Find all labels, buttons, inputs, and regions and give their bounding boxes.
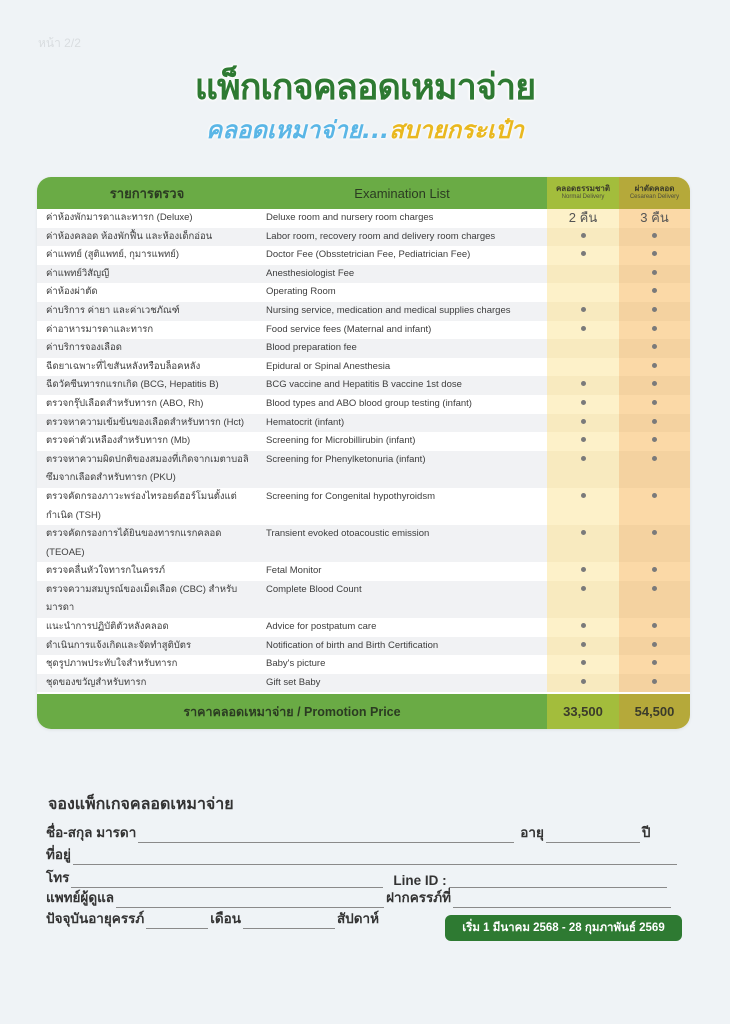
included-dot-icon — [652, 586, 657, 591]
normal-delivery-cell — [547, 637, 619, 656]
normal-delivery-cell — [547, 581, 619, 618]
normal-delivery-cell — [547, 302, 619, 321]
table-row — [37, 321, 690, 340]
included-dot-icon — [652, 623, 657, 628]
item-english: Blood types and ABO blood group testing (infant) — [257, 395, 547, 414]
phone-label: โทร — [46, 870, 70, 885]
included-dot-icon — [652, 381, 657, 386]
normal-delivery-cell — [547, 376, 619, 395]
included-dot-icon — [652, 437, 657, 442]
included-dot-icon — [652, 400, 657, 405]
cesarean-delivery-cell — [619, 618, 690, 637]
item-thai: ฉีดวัคซีนทารกแรกเกิด (BCG, Hepatitis B) — [37, 376, 257, 395]
antenatal-field[interactable] — [453, 894, 671, 908]
item-english: Labor room, recovery room and delivery room charges — [257, 228, 547, 247]
mother-name-label: ชื่อ-สกุล มารดา — [46, 825, 137, 840]
table-header — [37, 177, 690, 209]
normal-delivery-cell — [547, 339, 619, 358]
table-row — [37, 618, 690, 637]
included-dot-icon — [581, 456, 586, 461]
table-row — [37, 339, 690, 358]
header-normal-thai: คลอดธรรมชาติ — [555, 184, 611, 194]
page-title: แพ็กเกจคลอดเหมาจ่าย — [194, 67, 536, 108]
item-thai: ค่าแพทย์ (สูติแพทย์, กุมารแพทย์) — [37, 246, 257, 265]
normal-delivery-cell — [547, 265, 619, 284]
normal-delivery-cell — [547, 358, 619, 377]
normal-delivery-cell — [547, 414, 619, 433]
included-dot-icon — [581, 623, 586, 628]
doctor-field[interactable] — [116, 894, 384, 908]
gestational-month-field[interactable] — [146, 915, 208, 929]
form-row-doctor-antenatal — [46, 886, 673, 908]
included-dot-icon — [581, 493, 586, 498]
normal-delivery-cell — [547, 618, 619, 637]
item-thai: ค่าบริการจองเลือด — [37, 339, 257, 358]
included-dot-icon — [581, 567, 586, 572]
table-row — [37, 376, 690, 395]
table-row — [37, 209, 690, 228]
item-english: Doctor Fee (Obsstetrician Fee, Pediatrician Fee) — [257, 246, 547, 265]
item-thai: ค่าแพทย์วิสัญญี — [37, 265, 257, 284]
normal-delivery-cell — [547, 283, 619, 302]
included-dot-icon — [652, 419, 657, 424]
form-row-name-age — [46, 821, 650, 843]
doctor-label: แพทย์ผู้ดูแล — [46, 890, 115, 905]
item-thai: ตรวจความสมบูรณ์ของเม็ดเลือด (CBC) สำหรับมารดา — [37, 581, 257, 618]
cesarean-delivery-cell — [619, 228, 690, 247]
item-thai: ค่าห้องคลอด ห้องพักฟื้น และห้องเด็กอ่อน — [37, 228, 257, 247]
table-row — [37, 488, 690, 525]
week-label: สัปดาห์ — [336, 911, 379, 926]
included-dot-icon — [652, 307, 657, 312]
cesarean-delivery-cell — [619, 432, 690, 451]
cesarean-delivery-cell — [619, 265, 690, 284]
age-field[interactable] — [546, 829, 640, 843]
included-dot-icon — [581, 679, 586, 684]
included-dot-icon — [581, 437, 586, 442]
gestational-week-field[interactable] — [243, 915, 335, 929]
cesarean-delivery-cell — [619, 376, 690, 395]
cesarean-delivery-cell: 3 คืน — [619, 209, 690, 228]
included-dot-icon — [652, 344, 657, 349]
form-row-gestational-age — [46, 907, 379, 929]
included-dot-icon — [652, 660, 657, 665]
included-dot-icon — [652, 679, 657, 684]
table-row — [37, 525, 690, 562]
form-row-phone-line — [46, 866, 669, 888]
item-english: Screening for Congenital hypothyroidsm — [257, 488, 547, 525]
included-dot-icon — [581, 400, 586, 405]
address-field[interactable] — [73, 851, 677, 865]
item-english: Nursing service, medication and medical supplies charges — [257, 302, 547, 321]
table-row — [37, 562, 690, 581]
item-thai: ตรวจหาความเข้มข้นของเลือดสำหรับทารก (Hct) — [37, 414, 257, 433]
package-table — [37, 177, 690, 729]
included-dot-icon — [581, 419, 586, 424]
header-cesarean-thai: ผ่าตัดคลอด — [634, 184, 675, 194]
subtitle-part-1: คลอดเหมาจ่าย... — [206, 116, 390, 144]
header-cesarean-delivery — [619, 177, 690, 209]
item-english: Deluxe room and nursery room charges — [257, 209, 547, 228]
normal-delivery-cell — [547, 655, 619, 674]
cesarean-delivery-cell — [619, 562, 690, 581]
item-english: Anesthesiologist Fee — [257, 265, 547, 284]
item-english: Operating Room — [257, 283, 547, 302]
included-dot-icon — [581, 233, 586, 238]
included-dot-icon — [581, 586, 586, 591]
included-dot-icon — [581, 307, 586, 312]
promotion-price-label: ราคาคลอดเหมาจ่าย / Promotion Price — [37, 694, 547, 729]
normal-delivery-cell — [547, 246, 619, 265]
month-label: เดือน — [210, 911, 241, 926]
cesarean-delivery-cell — [619, 246, 690, 265]
header-thai-list: รายการตรวจ — [37, 177, 257, 209]
item-english: BCG vaccine and Hepatitis B vaccine 1st dose — [257, 376, 547, 395]
table-footer — [37, 694, 690, 729]
header-examination-list: Examination List — [257, 177, 547, 209]
table-row — [37, 637, 690, 656]
subtitle-part-2: สบายกระเป๋า — [389, 116, 524, 144]
table-row — [37, 395, 690, 414]
cesarean-delivery-price: 54,500 — [619, 694, 690, 729]
mother-name-field[interactable] — [138, 829, 514, 843]
item-english: Complete Blood Count — [257, 581, 547, 618]
included-dot-icon — [581, 660, 586, 665]
item-english: Advice for postpatum care — [257, 618, 547, 637]
header-normal-delivery — [547, 177, 619, 209]
item-english: Gift set Baby — [257, 674, 547, 693]
included-dot-icon — [652, 642, 657, 647]
cesarean-delivery-cell — [619, 674, 690, 693]
promotion-period-badge: เริ่ม 1 มีนาคม 2568 - 28 กุมภาพันธ์ 2569 — [445, 915, 682, 941]
item-english: Screening for Phenylketonuria (infant) — [257, 451, 547, 488]
normal-delivery-cell — [547, 562, 619, 581]
form-row-address — [46, 843, 679, 865]
normal-delivery-cell — [547, 488, 619, 525]
age-label: อายุ — [520, 825, 544, 840]
cesarean-delivery-cell — [619, 581, 690, 618]
included-dot-icon — [581, 381, 586, 386]
included-dot-icon — [652, 251, 657, 256]
included-dot-icon — [581, 251, 586, 256]
normal-delivery-price: 33,500 — [547, 694, 619, 729]
address-label: ที่อยู่ — [46, 847, 71, 862]
item-english: Blood preparation fee — [257, 339, 547, 358]
item-english: Notification of birth and Birth Certification — [257, 637, 547, 656]
cesarean-delivery-cell — [619, 414, 690, 433]
item-english: Hematocrit (infant) — [257, 414, 547, 433]
item-thai: ตรวจคัดกรองภาวะพร่องไทรอยด์ฮอร์โมนตั้งแต่กำเนิด (TSH) — [37, 488, 257, 525]
table-row — [37, 228, 690, 247]
table-row — [37, 674, 690, 693]
included-dot-icon — [652, 270, 657, 275]
table-row — [37, 581, 690, 618]
item-thai: ตรวจหาความผิดปกติของสมองที่เกิดจากเมตาบอลิซึมจากเลือดสำหรับทารก (PKU) — [37, 451, 257, 488]
normal-delivery-cell: 2 คืน — [547, 209, 619, 228]
included-dot-icon — [652, 288, 657, 293]
cesarean-delivery-cell — [619, 525, 690, 562]
included-dot-icon — [652, 493, 657, 498]
item-english: Baby's picture — [257, 655, 547, 674]
header-cesarean-en: Cesarean Delivery — [629, 194, 680, 201]
cesarean-delivery-cell — [619, 655, 690, 674]
cesarean-delivery-cell — [619, 395, 690, 414]
item-thai: ดำเนินการแจ้งเกิดและจัดทำสูติบัตร — [37, 637, 257, 656]
item-thai: ค่าอาหารมารดาและทารก — [37, 321, 257, 340]
cesarean-delivery-cell — [619, 451, 690, 488]
item-thai: ตรวจค่าตัวเหลืองสำหรับทารก (Mb) — [37, 432, 257, 451]
antenatal-label: ฝากครรภ์ที่ — [386, 890, 452, 905]
table-row — [37, 451, 690, 488]
normal-delivery-cell — [547, 525, 619, 562]
item-thai: ตรวจกรุ๊ปเลือดสำหรับทารก (ABO, Rh) — [37, 395, 257, 414]
item-english: Transient evoked otoacoustic emission — [257, 525, 547, 562]
normal-delivery-cell — [547, 674, 619, 693]
item-thai: ค่าห้องผ่าตัด — [37, 283, 257, 302]
table-row — [37, 358, 690, 377]
table-body — [37, 209, 690, 692]
cesarean-delivery-cell — [619, 321, 690, 340]
normal-delivery-cell — [547, 228, 619, 247]
included-dot-icon — [652, 530, 657, 535]
included-dot-icon — [652, 363, 657, 368]
cesarean-delivery-cell — [619, 339, 690, 358]
item-thai: ฉีดยาเฉพาะที่ไขสันหลังหรือบล็อคหลัง — [37, 358, 257, 377]
item-thai: ชุดรูปภาพประทับใจสำหรับทารก — [37, 655, 257, 674]
cesarean-delivery-cell — [619, 358, 690, 377]
included-dot-icon — [581, 326, 586, 331]
included-dot-icon — [581, 530, 586, 535]
item-thai: แนะนำการปฏิบัติตัวหลังคลอด — [37, 618, 257, 637]
normal-delivery-cell — [547, 321, 619, 340]
item-thai: ตรวจคัดกรองการได้ยินของทารกแรกคลอด (TEOAE) — [37, 525, 257, 562]
item-english: Fetal Monitor — [257, 562, 547, 581]
line-id-label: Line ID : — [393, 873, 447, 888]
item-english: Epidural or Spinal Anesthesia — [257, 358, 547, 377]
page-number: หน้า 2/2 — [38, 36, 81, 50]
table-row — [37, 283, 690, 302]
page-subtitle — [0, 110, 730, 149]
item-thai: ชุดของขวัญสำหรับทารก — [37, 674, 257, 693]
header-normal-en: Normal Delivery — [561, 194, 605, 201]
included-dot-icon — [652, 567, 657, 572]
table-row — [37, 432, 690, 451]
included-dot-icon — [652, 326, 657, 331]
normal-delivery-cell — [547, 451, 619, 488]
gestational-age-label: ปัจจุบันอายุครรภ์ — [46, 911, 145, 926]
item-english: Food service fees (Maternal and infant) — [257, 321, 547, 340]
cesarean-delivery-cell — [619, 302, 690, 321]
normal-delivery-cell — [547, 395, 619, 414]
item-thai: ค่าบริการ ค่ายา และค่าเวชภัณฑ์ — [37, 302, 257, 321]
item-thai: ตรวจคลื่นหัวใจทารกในครรภ์ — [37, 562, 257, 581]
cesarean-delivery-cell — [619, 637, 690, 656]
table-row — [37, 655, 690, 674]
table-row — [37, 302, 690, 321]
table-row — [37, 265, 690, 284]
cesarean-delivery-cell — [619, 488, 690, 525]
age-unit-label: ปี — [641, 825, 651, 840]
included-dot-icon — [581, 642, 586, 647]
normal-delivery-cell — [547, 432, 619, 451]
cesarean-delivery-cell — [619, 283, 690, 302]
item-thai: ค่าห้องพักมารดาและทารก (Deluxe) — [37, 209, 257, 228]
booking-form-title: จองแพ็กเกจคลอดเหมาจ่าย — [48, 796, 234, 813]
item-english: Screening for Microbillirubin (infant) — [257, 432, 547, 451]
table-row — [37, 414, 690, 433]
included-dot-icon — [652, 233, 657, 238]
included-dot-icon — [652, 456, 657, 461]
table-row — [37, 246, 690, 265]
